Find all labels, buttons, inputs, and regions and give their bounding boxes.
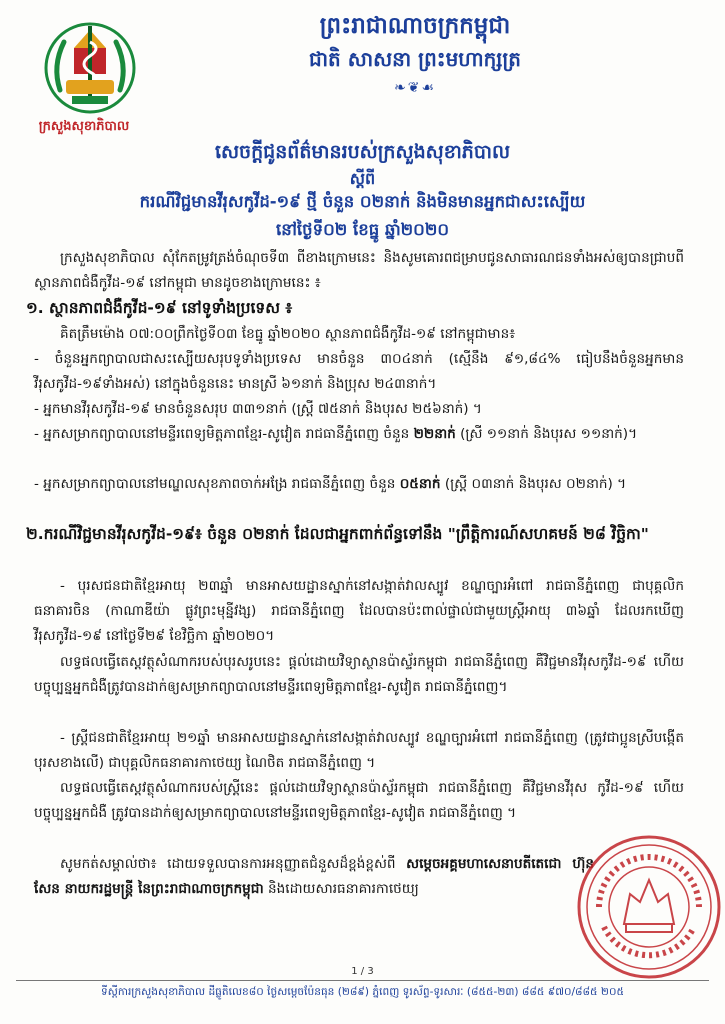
case-1-description: - បុរសជនជាតិខ្មែរអាយុ ២៣ឆ្នាំ មានអាសយដ្ឋានស្នាក់នៅសង្កាត់វាលស្បូវ ខណ្ឌច្បារអំពៅ រាជធានីភ្នំពេញ ជាបុគ្គលិកធនាគារចិន (កាណាឌីយ៉ា ផ្លូវព្រះមុន្នីវង្ស) រាជធានីភ្នំពេញ ដែលបានប៉ះពាល់ផ្ទាល់ជាមួយស្ត្រីអាយុ ៣៦ឆ្នាំ ដែលរកឃើញវីរុសកូវីដ-១៩ នៅថ្ងៃទី២៩ ខែវិច្ឆិកា ឆ្នាំ២០២០។ bbox=[34, 578, 684, 644]
decorative-ornament-icon: ❧❦☙ bbox=[393, 80, 436, 96]
section-1-heading: ១. ស្ថានភាពជំងឺកូវីដ-១៩ នៅទូទាំងប្រទេស ៖ bbox=[26, 299, 293, 317]
section-1-bullet-1: - ចំនួនអ្នកព្យាបាលជាសះស្បើយសរុបទូទាំងប្រទេស មានចំនួន ៣០៤នាក់ (ស្មើនឹង ៩១,៨៤% ធៀបនឹងចំនួនអ្នកមានវីរុសកូវីដ-១៩ទាំងអស់) នៅក្នុងចំនួននេះ មានស្រី ៦១នាក់ និងប្រុស ២៤៣នាក់។ bbox=[34, 351, 684, 392]
closing-note bbox=[34, 852, 594, 902]
bullet-3-count: ២២នាក់ bbox=[413, 426, 456, 442]
page-number: 1 / 3 bbox=[351, 966, 374, 977]
case-1-result: លទ្ធផលធ្វើតេស្តវត្ថុសំណាករបស់បុរសរូបនេះ ផ្តល់ដោយវិទ្យាស្ថានប៉ាស្ទ័រកម្ពុជា រាជធានីភ្នំពេញ គឺវិជ្ជមានវីរុសកូវីដ-១៩ ហើយបច្ចុប្បន្នអ្នកជំងឺត្រូវបានដាក់ឲ្យសម្រាកព្យាបាលនៅមន្ទីរពេទ្យមិត្តភាពខ្មែរ-សូវៀត រាជធានីភ្នំពេញ។ bbox=[34, 654, 684, 695]
bullet-3-text: - អ្នកសម្រាកព្យាបាលនៅមន្ទីរពេទ្យមិត្តភាពខ្មែរ-សូវៀត រាជធានីភ្នំពេញ ចំនួន bbox=[34, 426, 414, 442]
bullet-4-text: - អ្នកសម្រាកព្យាបាលនៅមណ្ឌលសុខភាពចាក់អង្រែ រាជធានីភ្នំពេញ ចំនួន bbox=[34, 476, 400, 492]
ministry-of-health-emblem-icon bbox=[44, 20, 136, 116]
document-title: សេចក្តីជូនព័ត៌មានរបស់ក្រសួងសុខាភិបាល bbox=[214, 141, 511, 163]
section-1-bullet-3 bbox=[34, 422, 684, 447]
red-official-seal-icon bbox=[574, 832, 724, 982]
closing-note-authority: សម្តេចអគ្គមហាសេនាបតីតេជោ ហ៊ុន សែន នាយករដ្ឋមន្ត្រី នៃព្រះរាជាណាចក្រកម្ពុជា bbox=[34, 856, 594, 897]
national-motto: ជាតិ សាសនា ព្រះមហាក្សត្រ bbox=[309, 47, 521, 71]
bullet-3-detail: (ស្រី ១១នាក់ និងបុរស ១១នាក់)។ bbox=[455, 426, 638, 442]
case-2-description: - ស្ត្រីជនជាតិខ្មែរអាយុ ២១ឆ្នាំ មានអាសយដ្ឋានស្នាក់នៅសង្កាត់វាលស្បូវ ខណ្ឌច្បារអំពៅ រាជធានីភ្នំពេញ (ត្រូវជាប្អូនស្រីបង្កើតបុរសខាងលើ) ជាបុគ្គលិកធនាគារកាថេយ្យ ណៃថិត រាជធានីភ្នំពេញ ។ bbox=[34, 730, 684, 771]
ministry-label: ក្រសួងសុខាភិបាល bbox=[38, 119, 130, 134]
section-1-bullet-2: - អ្នកមានវីរុសកូវីដ-១៩ មានចំនួនសរុប ៣៣១នាក់ (ស្ត្រី ៧៥នាក់ និងបុរស ២៥៦នាក់) ។ bbox=[34, 401, 482, 417]
intro-paragraph: ក្រសួងសុខាភិបាល សុំកែតម្រូវត្រង់ចំណុចទី៣ ពីខាងក្រោមនេះ និងសូមគោរពជម្រាបជូនសាធារណជនទាំងអស់ឲ្យបានជ្រាបពីស្ថានភាពជំងឺកូវីដ-១៩ នៅកម្ពុជា មានដូចខាងក្រោមនេះ ៖ bbox=[34, 250, 684, 291]
document-date: នៅថ្ងៃទី០២ ខែធ្នូ ឆ្នាំ២០២០ bbox=[275, 220, 450, 239]
footer-address: ទីស្តីការក្រសួងសុខាភិបាល ដីធ្លូតិលេខ៨០ ថ្ងៃសម្តេចប៉ែនធុន (២៨៩) ភ្នំពេញ ទូរស័ព្ទ-ទូរសារៈ (៨៥៥-២៣) ៨៨៥ ៩៧០/៨៨៥ ២០៥ bbox=[101, 986, 624, 998]
bullet-4-detail: (ស្ត្រី ០៣នាក់ និងបុរស ០២នាក់) ។ bbox=[440, 476, 627, 492]
closing-note-tail: និងដោយសារធនាគារកាថេយ្យ bbox=[263, 881, 419, 897]
bullet-4-count: ០៥នាក់ bbox=[399, 476, 441, 492]
section-1-lead: គិតត្រឹមម៉ោង ០៧:០០ព្រឹកថ្ងៃទី០៣ ខែធ្នូ ឆ្នាំ២០២០ ស្ថានភាពជំងឺកូវីដ-១៩ នៅកម្ពុជាមាន៖ bbox=[60, 326, 516, 342]
footer-divider bbox=[16, 980, 709, 981]
document-subject-label: ស្តីពី bbox=[349, 169, 376, 188]
section-1-bullet-4 bbox=[34, 472, 684, 497]
document-subject: ករណីវិជ្ជមានវីរុសកូវីដ-១៩ ថ្មី ចំនួន ០២នាក់ និងមិនមានអ្នកជាសះស្បើយ bbox=[139, 192, 586, 211]
case-2-result: លទ្ធផលធ្វើតេស្តវត្ថុសំណាករបស់ស្ត្រីនេះ ផ្តល់ដោយវិទ្យាស្ថានប៉ាស្ទ័រកម្ពុជា រាជធានីភ្នំពេញ គឺវិជ្ជមានវីរុស កូវីដ-១៩ ហើយបច្ចុប្បន្នអ្នកជំងឺ ត្រូវបានដាក់ឲ្យសម្រាកព្យាបាលនៅមន្ទីរពេទ្យមិត្តភាពខ្មែរ-សូវៀត រាជធានីភ្នំពេញ ។ bbox=[34, 780, 684, 821]
closing-note-text: សូមកត់សម្គាល់ថា៖ ដោយទទួលបានការអនុញ្ញាតជំនួសដ៏ខ្ពង់ខ្ពស់ពី bbox=[60, 856, 407, 872]
section-2-heading: ២.ករណីវិជ្ជមានវីរុសកូវីដ-១៩៖ ចំនួន ០២នាក់ ដែលជាអ្នកពាក់ព័ន្ធទៅនឹង "ព្រឹត្តិការណ៍សហគមន៍ ២៨ វិច្ឆិកា" bbox=[26, 525, 649, 543]
kingdom-heading: ព្រះរាជាណាចក្រកម្ពុជា bbox=[319, 13, 511, 39]
